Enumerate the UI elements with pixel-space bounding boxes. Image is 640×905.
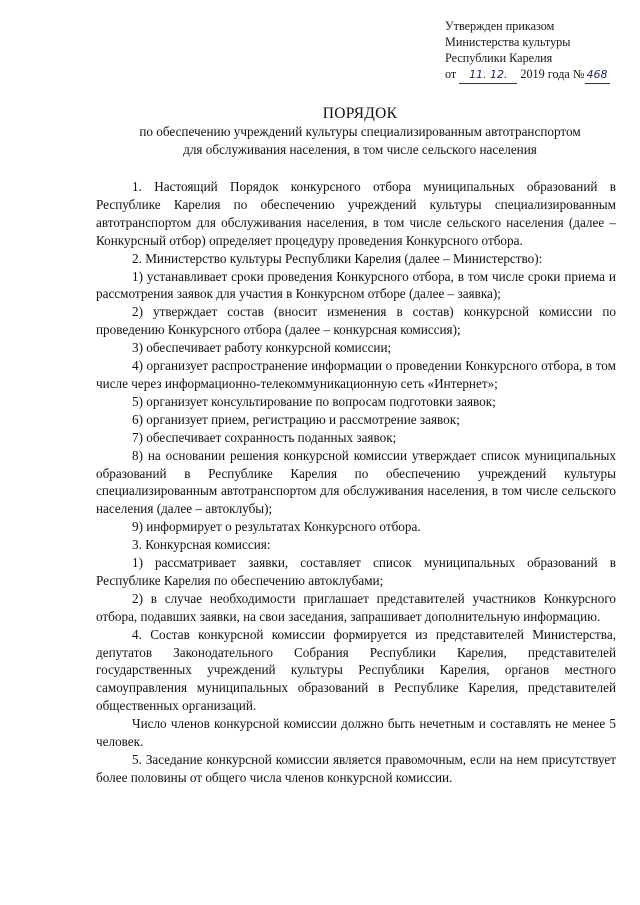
approval-line-1: Утвержден приказом <box>445 19 555 33</box>
paragraph: 2) в случае необходимости приглашает представителей участников Конкурсного отбора, подавших заявки, на свои заседания, запрашивает дополнительную информацию. <box>96 590 616 624</box>
document-title: ПОРЯДОК <box>322 105 398 122</box>
document-header <box>95 105 625 159</box>
paragraph: 1) рассматривает заявки, составляет список муниципальных образований в Республике Карелия по обеспечению автоклубами; <box>96 555 616 588</box>
paragraph: 4. Состав конкурсной комиссии формируется из представителей Министерства, депутатов Законодательного Собрания Республики Карелия, представителей государственных учреждений культуры Республики Карелия, органов местного самоуправления муниципальных образований в Республике Карелия, представителей общественных организаций. <box>96 626 616 714</box>
paragraph: 3. Конкурсная комиссия: <box>132 537 271 553</box>
paragraph: Число членов конкурсной комиссии должно быть нечетным и составлять не менее 5 человек. <box>96 716 616 750</box>
approval-line-3: Республики Карелия <box>445 51 553 65</box>
approval-prefix: от <box>445 67 457 81</box>
paragraph: 5) организует консультирование по вопросам подготовки заявок; <box>132 393 496 409</box>
paragraph: 2) утверждает состав (вносит изменения в состав) конкурсной комиссии по проведению Конкурсного отбора (далее – конкурсная комиссия); <box>96 304 616 338</box>
approval-stamp <box>445 18 635 84</box>
approval-year: 2019 года № <box>520 67 585 81</box>
paragraph: 4) организует распространение информации о проведении Конкурсного отбора, в том числе через информационно-телекоммуникационную сеть «Интернет»; <box>96 358 616 391</box>
paragraph: 7) обеспечивает сохранность поданных заявок; <box>132 429 397 445</box>
handwritten-number: 468 <box>585 67 610 84</box>
paragraph: 8) на основании решения конкурсной комиссии утверждает список муниципальных образований в Республике Карелия по обеспечению учреждений культуры специализированным автотранспортом для обслуживания населения, в том числе сельского населения (далее – автоклубы); <box>96 447 616 517</box>
paragraph: 9) информирует о результатах Конкурсного отбора. <box>132 519 421 535</box>
handwritten-date: 11. 12. <box>459 67 517 84</box>
approval-date-line <box>445 66 635 84</box>
paragraph: 1) устанавливает сроки проведения Конкурсного отбора, в том числе сроки приема и рассмотрения заявок для участия в Конкурсном отборе (далее – заявка); <box>96 268 616 302</box>
document-body <box>96 178 616 787</box>
paragraph: 6) организует прием, регистрацию и рассмотрение заявок; <box>132 411 460 427</box>
paragraph: 3) обеспечивает работу конкурсной комиссии; <box>132 340 392 356</box>
paragraph: 5. Заседание конкурсной комиссии является правомочным, если на нем присутствует более половины от общего числа членов конкурсной комиссии. <box>96 752 616 785</box>
paragraph: 2. Министерство культуры Республики Карелия (далее – Министерство): <box>132 250 543 266</box>
document-subtitle-line-2: для обслуживания населения, в том числе сельского населения <box>183 142 537 157</box>
approval-line-2: Министерства культуры <box>445 35 571 49</box>
paragraph: 1. Настоящий Порядок конкурсного отбора муниципальных образований в Республике Карелия по обеспечению учреждений культуры специализированным автотранспортом для обслуживания населения, в том числе сельского населения (далее – Конкурсный отбор) определяет процедуру проведения Конкурсного отбора. <box>96 179 616 248</box>
document-subtitle-line-1: по обеспечению учреждений культуры специализированным автотранспортом <box>139 124 581 139</box>
